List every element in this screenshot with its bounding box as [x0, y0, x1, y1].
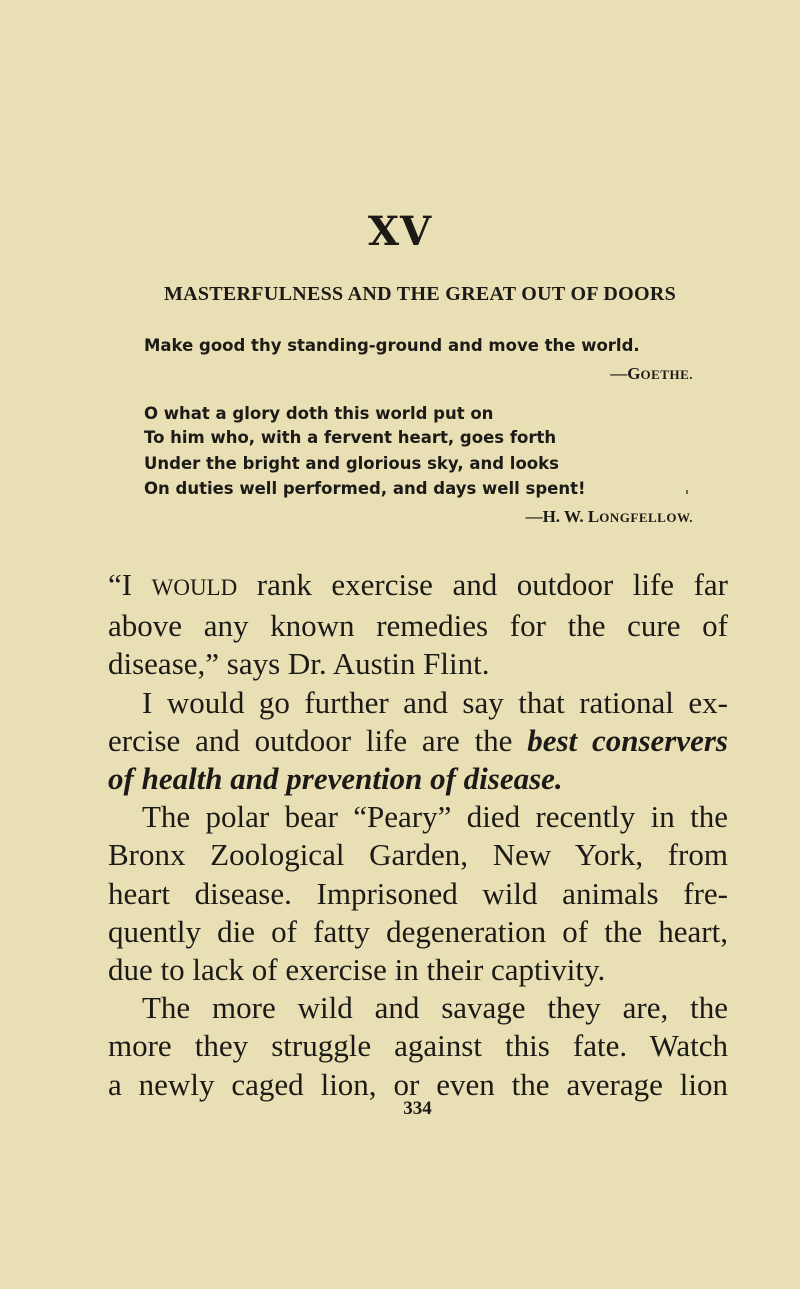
chapter-number: XV — [367, 208, 433, 255]
chapter-title: MASTERFULNESS AND THE GREAT OUT OF DOORS — [163, 283, 677, 305]
epigraph-longfellow-line: On duties well performed, and days well spent! — [144, 479, 586, 498]
epigraph-longfellow-line: To him who, with a fervent heart, goes forth — [144, 428, 557, 447]
print-speck — [686, 490, 688, 494]
paragraph-3-line: heart disease. Imprisoned wild animals fre- — [108, 875, 728, 911]
paragraph-3-line: The polar bear “Peary” died recently in the — [142, 799, 728, 835]
paragraph-2-line: of health and prevention of disease. — [108, 761, 563, 797]
paragraph-2-line: I would go further and say that rational ex- — [142, 684, 728, 720]
page-number: 334 — [403, 1098, 432, 1119]
paragraph-3-line: quently die of fatty degeneration of the heart, — [108, 913, 728, 949]
epigraph-goethe-attribution: —GOETHE. — [610, 364, 693, 383]
paragraph-1-line: “I WOULD rank exercise and outdoor life far — [108, 567, 728, 602]
paragraph-4-line: The more wild and savage they are, the — [142, 990, 728, 1026]
epigraph-longfellow-attribution: —H. W. LONGFELLOW. — [525, 507, 693, 526]
paragraph-3-line: due to lack of exercise in their captivity. — [108, 952, 606, 988]
body-text — [108, 566, 728, 1104]
epigraph-goethe-line: Make good thy standing-ground and move the world. — [144, 336, 640, 355]
paragraph-4-line: more they struggle against this fate. Watch — [108, 1028, 728, 1064]
paragraph-1-line: disease,” says Dr. Austin Flint. — [108, 646, 490, 682]
epigraph-longfellow-line: Under the bright and glorious sky, and looks — [144, 454, 559, 473]
paragraph-3-line: Bronx Zoological Garden, New York, from — [108, 837, 728, 873]
paragraph-1-line: above any known remedies for the cure of — [108, 608, 728, 644]
paragraph-2-line: ercise and outdoor life are the best conservers — [108, 722, 728, 758]
epigraph-longfellow-line: O what a glory doth this world put on — [144, 404, 494, 423]
paragraph-4-line: a newly caged lion, or even the average lion — [108, 1066, 728, 1102]
